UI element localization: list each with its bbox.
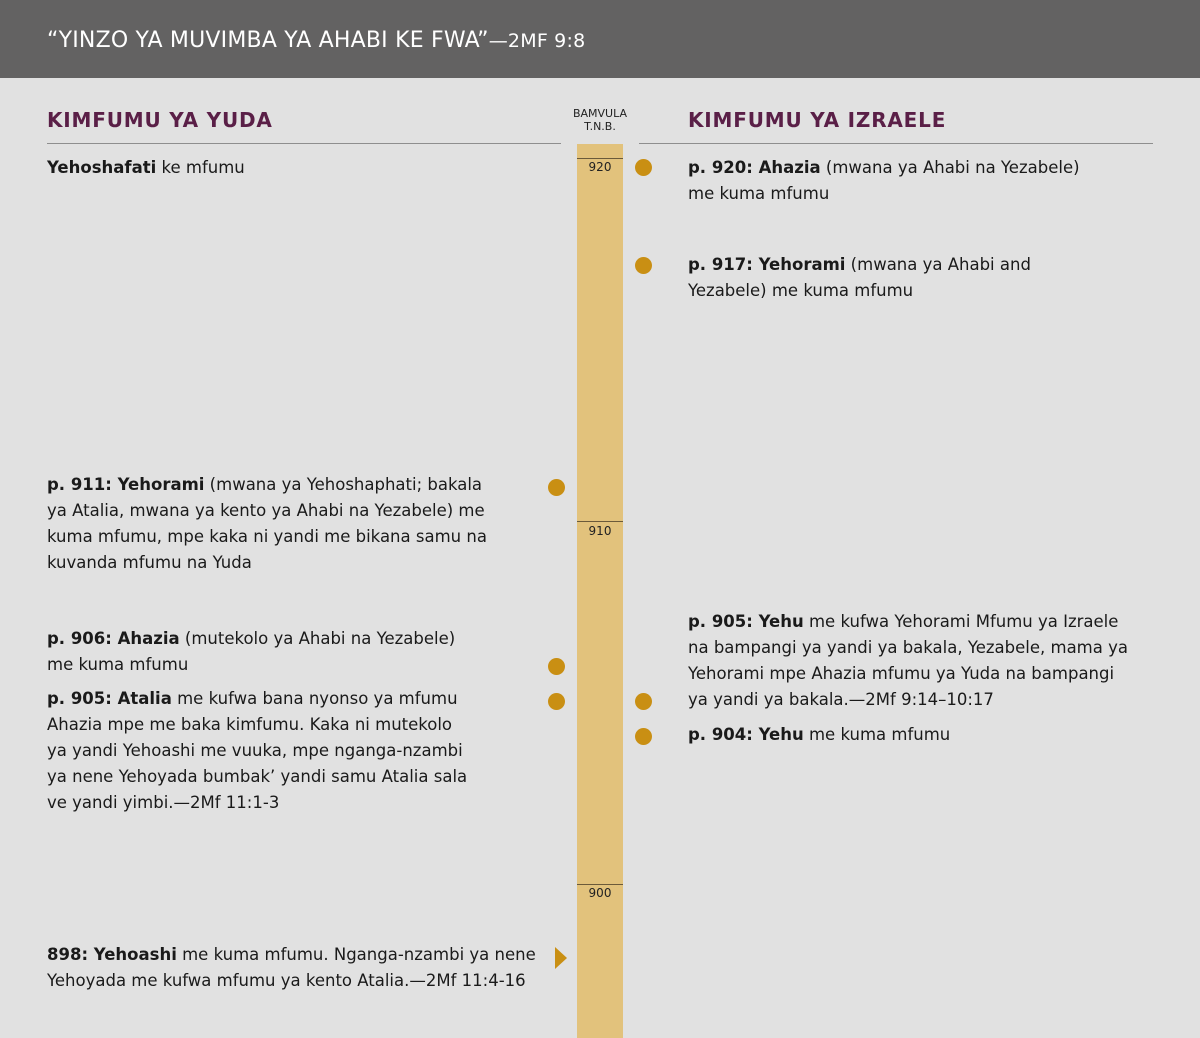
judah-entry-905	[47, 686, 472, 816]
israel-heading: KIMFUMU YA IZRAELE	[688, 108, 947, 132]
title-reference: —2MF 9:8	[488, 30, 586, 52]
timeline-bar	[577, 144, 623, 1038]
entry-bold: 898: Yehoashi	[47, 945, 177, 964]
israel-rule	[639, 143, 1153, 144]
israel-entry-917	[688, 252, 1108, 304]
timeline-label-900: 900	[588, 886, 612, 900]
marker-arrow-judah-898	[555, 947, 567, 969]
entry-bold: Yehoshafati	[47, 158, 157, 177]
timeline-tick-920	[577, 158, 623, 159]
timeline-label-910: 910	[588, 524, 612, 538]
israel-entry-904	[688, 722, 1138, 748]
marker-dot-judah-905	[548, 693, 565, 710]
entry-text: me kuma mfumu. Nganga-nzambi ya nene Yehoyada me kufwa mfumu ya kento Atalia.—2Mf 11:4-16	[47, 945, 536, 990]
entry-text: (mwana ya Yehoshaphati; bakala ya Atalia, mwana ya kento ya Ahabi na Yezabele) me kuma mfumu, mpe kaka ni yandi me bikana samu na kuvanda mfumu na Yuda	[47, 475, 487, 572]
entry-text: me kufwa Yehorami Mfumu ya Izraele na bampangi ya yandi ya bakala, Yezabele, mama ya Yehorami mpe Ahazia mfumu ya Yuda na bampangi ya yandi ya bakala.—2Mf 9:14–10:17	[688, 612, 1128, 709]
marker-dot-judah-911	[548, 479, 565, 496]
marker-dot-israel-905	[635, 693, 652, 710]
page-title	[47, 28, 585, 53]
timeline-tick-900	[577, 884, 623, 885]
years-label-line1: BAMVULA	[572, 107, 628, 120]
timeline-tick-910	[577, 521, 623, 522]
marker-dot-israel-917	[635, 257, 652, 274]
entry-text: (mwana ya Ahabi and Yezabele) me kuma mfumu	[688, 255, 1031, 300]
israel-entry-905	[688, 609, 1138, 713]
years-label-line2: T.N.B.	[584, 120, 616, 133]
years-label	[560, 107, 640, 133]
entry-bold: p. 917: Yehorami	[688, 255, 846, 274]
entry-bold: p. 906: Ahazia	[47, 629, 180, 648]
entry-text: (mutekolo ya Ahabi na Yezabele) me kuma mfumu	[47, 629, 456, 674]
marker-dot-israel-904	[635, 728, 652, 745]
entry-bold: p. 904: Yehu	[688, 725, 804, 744]
entry-text: me kuma mfumu	[803, 725, 951, 744]
entry-text: (mwana ya Ahabi na Yezabele) me kuma mfumu	[688, 158, 1080, 203]
judah-heading: KIMFUMU YA YUDA	[47, 108, 273, 132]
entry-text: me kufwa bana nyonso ya mfumu Ahazia mpe me baka kimfumu. Kaka ni mutekolo ya yandi Yehoashi me vuuka, mpe nganga-nzambi ya nene Yehoyada bumbak’ yandi samu Atalia sala ve yandi yimbi.—2Mf 11:1-3	[47, 689, 468, 812]
marker-dot-israel-920	[635, 159, 652, 176]
header-bar	[0, 0, 1200, 78]
judah-entry-906	[47, 626, 467, 678]
title-text: “YINZO YA MUVIMBA YA AHABI KE FWA”	[47, 28, 489, 53]
judah-entry-jehoshaphat	[47, 155, 537, 181]
entry-bold: p. 905: Yehu	[688, 612, 804, 631]
judah-entry-911	[47, 472, 492, 576]
entry-bold: p. 905: Atalia	[47, 689, 172, 708]
entry-bold: p. 920: Ahazia	[688, 158, 821, 177]
timeline-label-920: 920	[588, 160, 612, 174]
judah-rule	[47, 143, 561, 144]
israel-entry-920	[688, 155, 1088, 207]
entry-text: ke mfumu	[156, 158, 245, 177]
marker-dot-judah-906	[548, 658, 565, 675]
entry-bold: p. 911: Yehorami	[47, 475, 205, 494]
judah-entry-898	[47, 942, 537, 994]
